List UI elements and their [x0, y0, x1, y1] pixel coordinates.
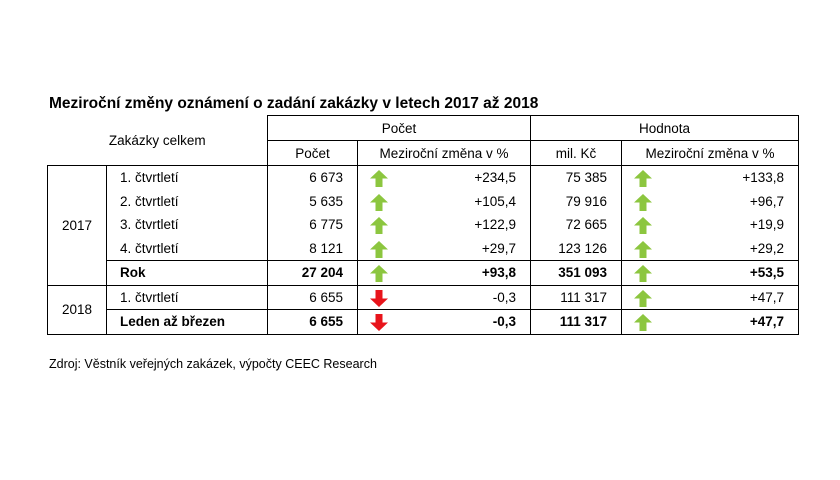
period-label: 2017 [48, 166, 107, 286]
rowhead-label: Zakázky celkem [108, 132, 206, 148]
green-up-arrow-icon [370, 194, 388, 211]
table-row [48, 285, 799, 310]
count-arrow-cell [358, 213, 400, 237]
subheader-count: Počet [268, 141, 358, 166]
value-arrow-cell [622, 285, 665, 310]
count-change-cell: +122,9 [474, 217, 516, 233]
count-cell: 5 635 [268, 190, 358, 214]
value-cell: 123 126 [531, 237, 622, 261]
green-up-arrow-icon [634, 290, 652, 307]
table-row [48, 237, 799, 261]
table-row [48, 190, 799, 214]
data-table [47, 115, 799, 335]
value-cell: 111 317 [531, 285, 622, 310]
count-cell: 6 775 [268, 213, 358, 237]
value-change-cell: +47,7 [665, 285, 799, 310]
green-up-arrow-icon [370, 170, 388, 187]
count-arrow-cell [358, 310, 400, 335]
value-change-cell: +47,7 [665, 310, 799, 335]
count-arrow-cell [358, 261, 400, 286]
red-down-arrow-icon [370, 290, 388, 307]
count-change-cell: +234,5 [400, 166, 531, 190]
count-cell: 27 204 [268, 261, 358, 286]
table-row [48, 213, 799, 237]
count-change-cell: +93,8 [400, 261, 531, 286]
value-arrow-cell [622, 166, 665, 190]
value-change-cell: +133,8 [665, 166, 799, 190]
value-arrow-cell [622, 190, 665, 214]
count-arrow-cell [358, 237, 400, 261]
green-up-arrow-icon [634, 194, 652, 211]
count-change-cell: -0,3 [400, 285, 531, 310]
value-change-cell: +19,9 [665, 213, 799, 237]
source-note: Zdroj: Věstník veřejných zakázek, výpočty CEEC Research [49, 357, 377, 371]
row-label: 1. čtvrtletí [107, 285, 268, 310]
value-cell: 79 916 [531, 190, 622, 214]
row-label: 4. čtvrtletí [107, 237, 268, 261]
value-cell: 72 665 [531, 213, 622, 237]
red-down-arrow-icon [370, 314, 388, 331]
group-header-count: Počet [268, 116, 531, 141]
row-label: 3. čtvrtletí [107, 213, 268, 237]
table-title: Meziroční změny oznámení o zadání zakázky v letech 2017 až 2018 [49, 95, 539, 112]
row-label: 1. čtvrtletí [107, 166, 268, 190]
count-arrow-cell [358, 166, 400, 190]
green-up-arrow-icon [634, 241, 652, 258]
group-header-value: Hodnota [531, 116, 799, 141]
green-up-arrow-icon [370, 265, 388, 282]
value-change-cell: +29,2 [665, 237, 799, 261]
subheader-count-change: Meziroční změna v % [358, 141, 531, 166]
count-cell: 6 655 [268, 285, 358, 310]
table-row-total [48, 261, 799, 286]
green-up-arrow-icon [634, 170, 652, 187]
count-arrow-cell [358, 190, 400, 214]
count-change-cell: +105,4 [474, 193, 516, 209]
period-label: 2018 [48, 285, 107, 334]
value-cell: 75 385 [531, 166, 622, 190]
count-cell: 8 121 [268, 237, 358, 261]
green-up-arrow-icon [634, 217, 652, 234]
row-label: 2. čtvrtletí [107, 190, 268, 214]
value-arrow-cell [622, 213, 665, 237]
value-cell: 351 093 [531, 261, 622, 286]
value-arrow-cell [622, 237, 665, 261]
table-row [48, 166, 799, 190]
subheader-value-change: Meziroční změna v % [622, 141, 799, 166]
count-cell: 6 673 [268, 166, 358, 190]
value-cell: 111 317 [531, 310, 622, 335]
count-cell: 6 655 [268, 310, 358, 335]
green-up-arrow-icon [634, 265, 652, 282]
table-row-total [48, 310, 799, 335]
count-change-cell: +29,7 [481, 240, 516, 256]
subheader-value: mil. Kč [531, 141, 622, 166]
green-up-arrow-icon [634, 314, 652, 331]
value-arrow-cell [622, 310, 665, 335]
count-change-cell: -0,3 [400, 310, 531, 335]
row-label: Leden až březen [107, 310, 268, 335]
value-arrow-cell [622, 261, 665, 286]
value-change-cell: +96,7 [665, 190, 799, 214]
value-change-cell: +53,5 [665, 261, 799, 286]
row-label: Rok [107, 261, 268, 286]
count-arrow-cell [358, 285, 400, 310]
green-up-arrow-icon [370, 217, 388, 234]
green-up-arrow-icon [370, 241, 388, 258]
